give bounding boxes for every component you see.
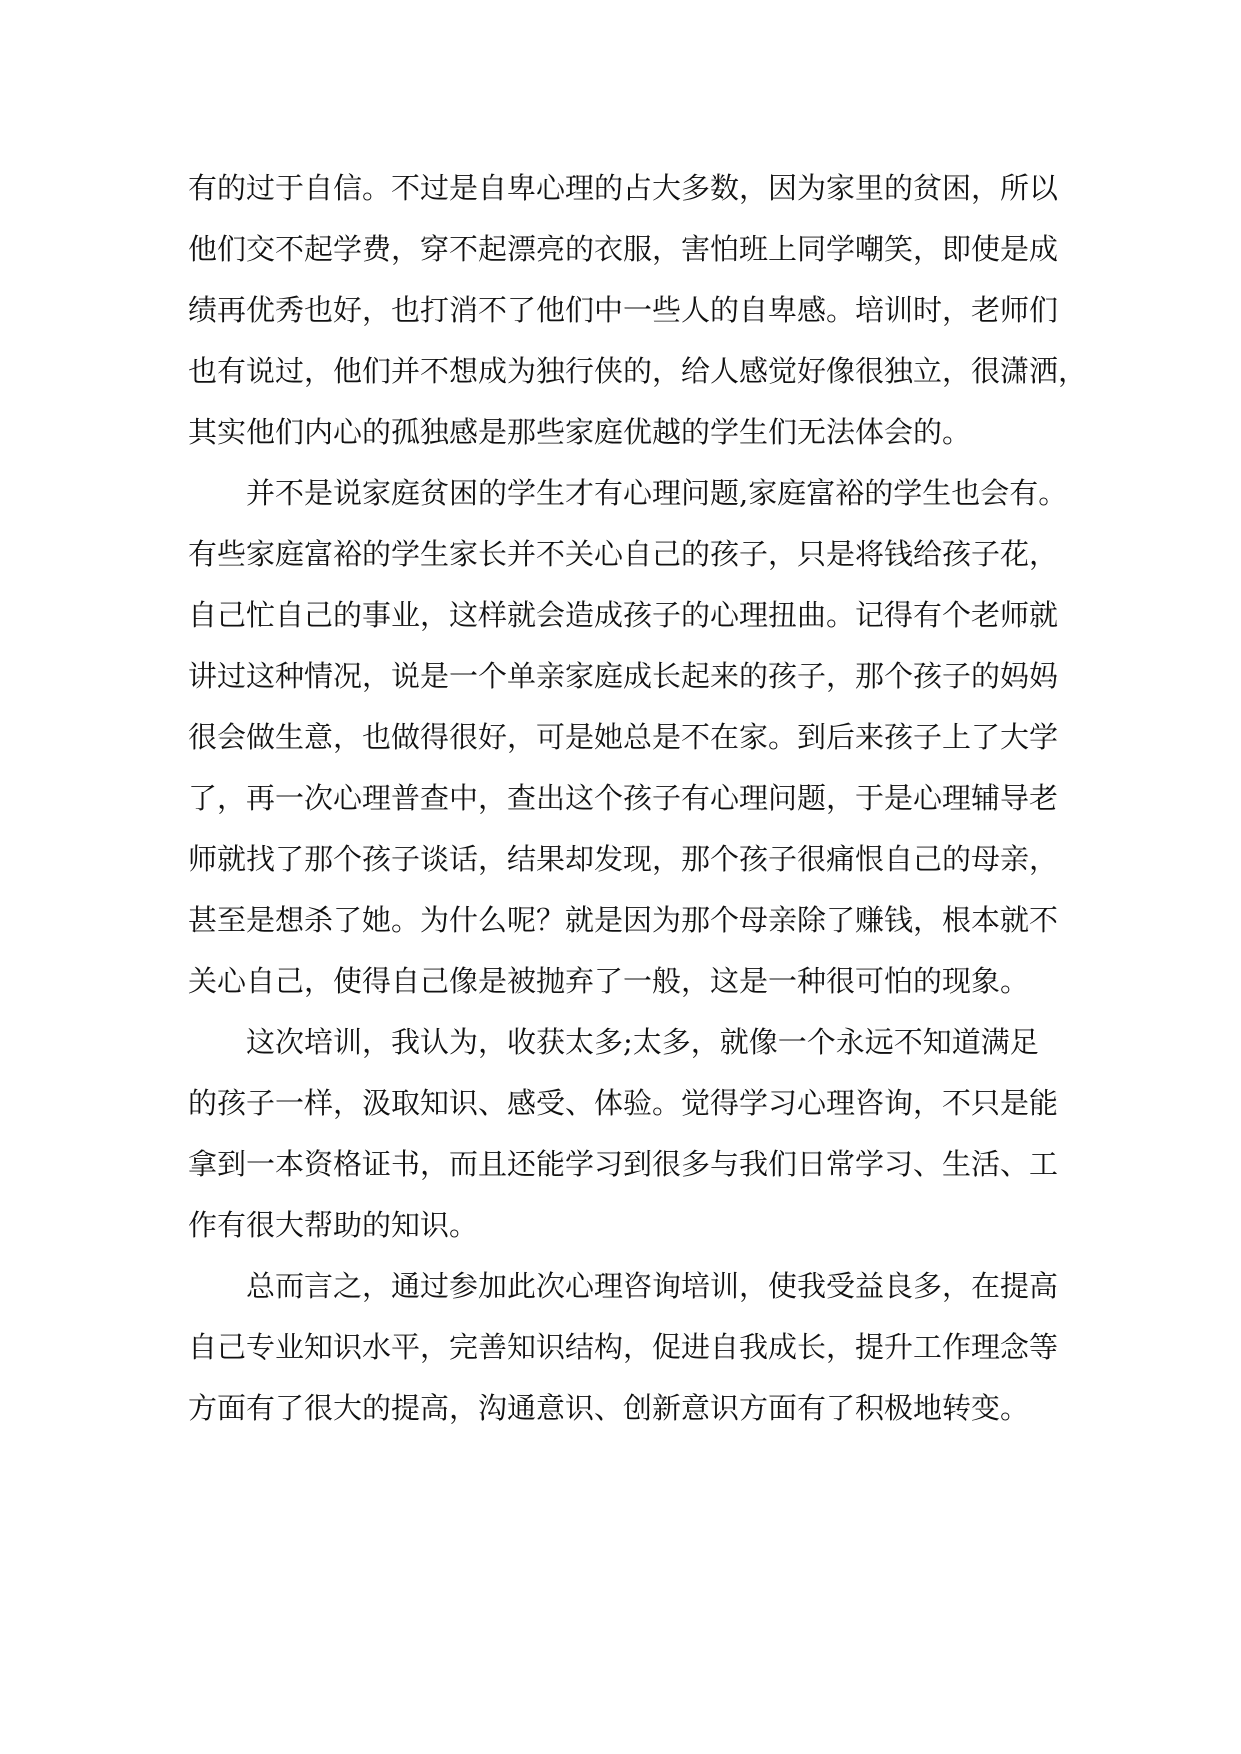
document-body: [188, 158, 1088, 1439]
text-line: 关心自己，使得自己像是被抛弃了一般，这是一种很可怕的现象。: [188, 964, 1030, 998]
text-line: 师就找了那个孩子谈话，结果却发现，那个孩子很痛恨自己的母亲，: [188, 842, 1059, 876]
text-line: 这次培训，我认为，收获太多;太多，就像一个永远不知道满足: [246, 1025, 1039, 1059]
text-line: 甚至是想杀了她。为什么呢？就是因为那个母亲除了赚钱，根本就不: [188, 903, 1059, 937]
text-line: 了，再一次心理普查中，查出这个孩子有心理问题，于是心理辅导老: [188, 781, 1059, 815]
text-line: 有的过于自信。不过是自卑心理的占大多数，因为家里的贫困，所以: [188, 171, 1059, 205]
paragraph-4: [188, 1256, 1058, 1439]
paragraph-3: [188, 1012, 1058, 1256]
text-line: 自己专业知识水平，完善知识结构，促进自我成长，提升工作理念等: [188, 1330, 1059, 1364]
text-line: 其实他们内心的孤独感是那些家庭优越的学生们无法体会的。: [188, 415, 972, 449]
text-line: 自己忙自己的事业，这样就会造成孩子的心理扭曲。记得有个老师就: [188, 598, 1059, 632]
text-line: 方面有了很大的提高，沟通意识、创新意识方面有了积极地转变。: [188, 1391, 1030, 1425]
text-line: 拿到一本资格证书，而且还能学习到很多与我们日常学习、生活、工: [188, 1147, 1059, 1181]
paragraph-2: [188, 463, 1068, 1012]
text-line: 也有说过，他们并不想成为独行侠的，给人感觉好像很独立，很潇洒，: [188, 354, 1088, 388]
text-line: 并不是说家庭贫困的学生才有心理问题,家庭富裕的学生也会有。: [246, 476, 1068, 510]
text-line: 有些家庭富裕的学生家长并不关心自己的孩子，只是将钱给孩子花，: [188, 537, 1059, 571]
paragraph-1: [188, 158, 1088, 463]
text-line: 讲过这种情况，说是一个单亲家庭成长起来的孩子，那个孩子的妈妈: [188, 659, 1059, 693]
text-line: 他们交不起学费，穿不起漂亮的衣服，害怕班上同学嘲笑，即使是成: [188, 232, 1059, 266]
text-line: 作有很大帮助的知识。: [188, 1208, 479, 1242]
text-line: 绩再优秀也好，也打消不了他们中一些人的自卑感。培训时，老师们: [188, 293, 1059, 327]
text-line: 总而言之，通过参加此次心理咨询培训，使我受益良多，在提高: [246, 1269, 1059, 1303]
text-line: 很会做生意，也做得很好，可是她总是不在家。到后来孩子上了大学: [188, 720, 1059, 754]
text-line: 的孩子一样，汲取知识、感受、体验。觉得学习心理咨询，不只是能: [188, 1086, 1059, 1120]
